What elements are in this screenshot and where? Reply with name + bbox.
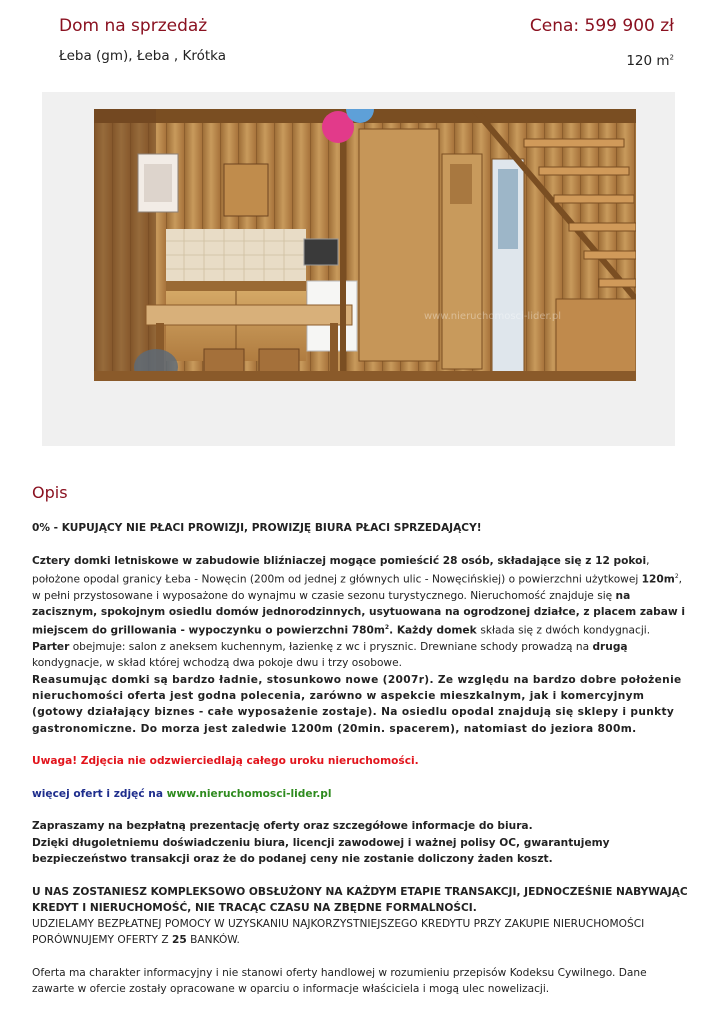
area-value: 120 m (626, 53, 670, 69)
banks-compare-text (32, 932, 688, 948)
desc-text: składa się z dwóch kondygnacji. (480, 624, 651, 637)
more-offers-prefix: więcej ofert i zdjęć na (32, 787, 167, 800)
listing-location: Łeba (gm), Łeba , Krótka (59, 48, 226, 64)
description-paragraph-main (32, 553, 688, 640)
listing-description (32, 520, 688, 998)
interior-photo[interactable] (94, 109, 636, 381)
desc-sup: 2 (674, 572, 679, 580)
guarantee-text: Dzięki długoletniemu doświadczeniu biura, licencji zawodowej i ważnej polisy OC, gwarantujemy bezpieczeństwo transakcji oraz że do podanej ceny nie zostanie doliczony żaden koszt. (32, 836, 610, 865)
commission-notice: 0% - KUPUJĄCY NIE PŁACI PROWIZJI, PROWIZJĘ BIURA PŁACI SPRZEDAJĄCY! (32, 522, 482, 534)
invitation-text: Zapraszamy na bezpłatną prezentację oferty oraz szczegółowe informacje do biura. (32, 820, 533, 833)
listing-title: Dom na sprzedaż (59, 16, 208, 36)
description-summary: Reasumując domki są bardzo ładnie, stosunkowo nowe (2007r). Ze względu na bardzo dobre położenie nieruchomości oferta jest godna polecenia, zarówno w aspekcie mieszkalnym, jak i komercyjnym (gotowy działający biznes - całe wyposażenie zostaje). Na osiedlu opodal znajdują się sklepy i punkty gastronomiczne. Do morza jest zaledwie 1200m (20min. spacerem), natomiast do jeziora 800m. (32, 673, 682, 735)
desc-text: drugą (592, 641, 628, 654)
desc-text: obejmuje: salon z aneksem kuchennym, łazienkę z wc i prysznic. Drewniane schody prowadzą na (69, 641, 593, 654)
desc-text: na zacisznym, spokojnym osiedlu domów jednorodzinnych, usytuowana na ogrodzonej działce, z placem zabaw i miejscem do grillowania - wypoczynku o powierzchni 780m (32, 589, 685, 637)
desc-text: Parter (32, 641, 70, 654)
photo-warning: Uwaga! Zdjęcia nie odzwierciedlają całego uroku nieruchomości. (32, 755, 419, 768)
desc-text: 120m (641, 573, 675, 586)
section-heading-opis: Opis (32, 483, 68, 502)
wooden-interior-illustration (94, 109, 636, 381)
desc-text: 25 (172, 934, 187, 947)
service-text: U NAS ZOSTANIESZ KOMPLEKSOWO OBSŁUŻONY NA KAŻDYM ETAPIE TRANSAKCJI, JEDNOCZEŚNIE NABYWAJĄC KREDYT I NIERUCHOMOŚĆ, NIE TRACĄC CZASU NA ZBĘDNE FORMALNOŚCI. (32, 885, 688, 914)
desc-text: PORÓWNUJEMY OFERTY Z (32, 934, 173, 947)
photo-watermark: www.nieruchomosci-lider.pl (424, 311, 561, 322)
desc-text: kondygnacje, w skład której wchodzą dwa pokoje dwu i trzy osobowe. (32, 657, 402, 670)
listing-price: Cena: 599 900 zł (529, 16, 674, 36)
desc-text: BANKÓW. (186, 934, 240, 947)
more-offers-line (32, 786, 688, 802)
desc-text: Cztery domki letniskowe w zabudowie bliźniaczej mogące pomieścić 28 osób, składające się z 12 pokoi (32, 554, 647, 567)
description-ground-floor (32, 639, 688, 672)
listing-area (626, 53, 674, 69)
desc-text: , w pełni przystosowane i wyposażone do wynajmu w czasie sezonu turystycznego. Nieruchomość znajduje się (32, 573, 683, 602)
desc-text: , położone opodal granicy Łeba - Nowęcin (200m od jednej z głównych ulic - Nowęcińskiej) o powierzchni użytkowej (32, 554, 650, 586)
credit-help-text: UDZIELAMY BEZPŁATNEJ POMOCY W UZYSKANIU NAJKORZYSTNIEJSZEGO KREDYTU PRZY ZAKUPIE NIERUCHOMOŚCI (32, 918, 645, 931)
desc-text: . Każdy domek (389, 624, 481, 637)
desc-sup: 2 (384, 624, 390, 632)
area-unit-superscript: 2 (669, 53, 674, 62)
legal-disclaimer: Oferta ma charakter informacyjny i nie stanowi oferty handlowej w rozumieniu przepisów Kodeksu Cywilnego. Dane zawarte w ofercie zostały opracowane w oparciu o informacje właściciela i mogą ulec nowelizacji. (32, 967, 647, 996)
website-link[interactable]: www.nieruchomosci-lider.pl (166, 787, 332, 800)
photo-frame (42, 92, 675, 446)
